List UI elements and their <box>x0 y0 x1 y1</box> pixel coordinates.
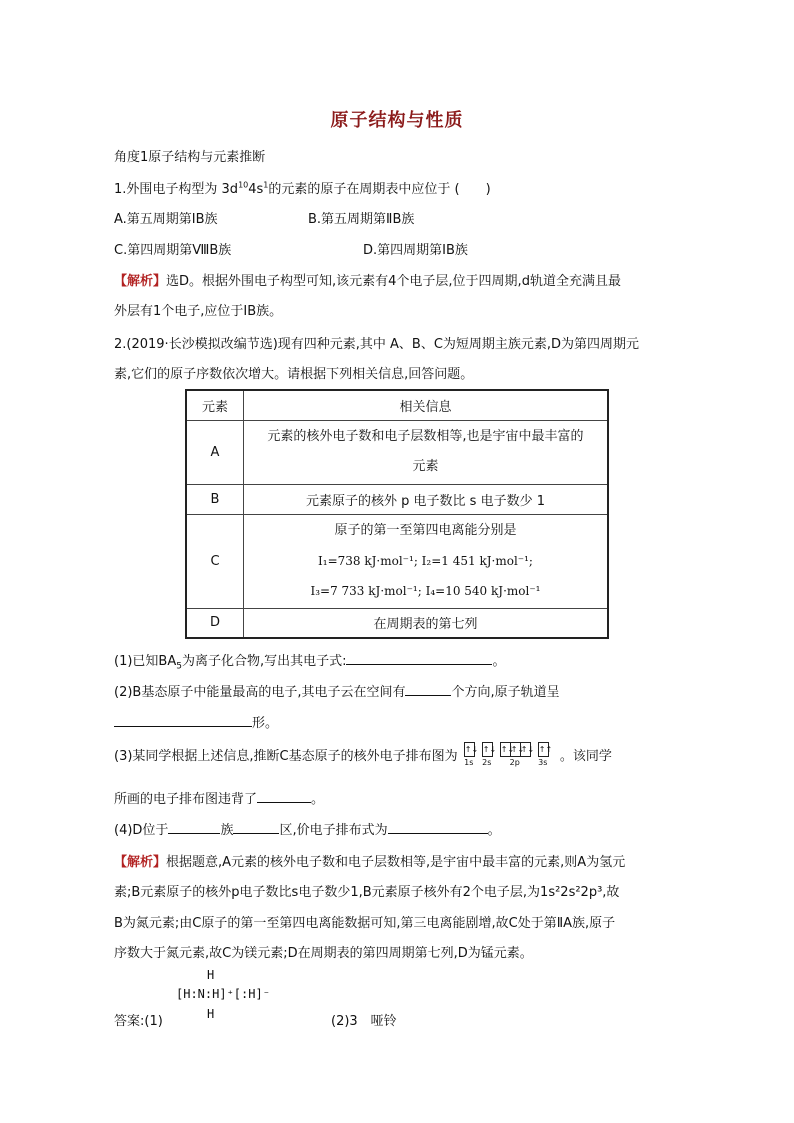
sub-question-2-line2: 形。 <box>114 712 278 731</box>
answer-part2: (2)3 哑铃 <box>331 1014 397 1029</box>
orbital-label: 2p <box>509 758 520 767</box>
q1-option-b: B.第五周期第ⅡB族 <box>308 212 415 227</box>
orbital-box: ↑↓ <box>500 742 511 757</box>
q2-stem-line1: 2.(2019·长沙模拟改编节选)现有四种元素,其中 A、B、C为短周期主族元素,D为第四周期元 <box>114 337 640 352</box>
table-cell: A <box>186 420 244 484</box>
answer-blank[interactable] <box>346 650 492 665</box>
q1-option-a: A.第五周期第ⅠB族 <box>114 212 218 227</box>
lewis-top-h: H <box>207 968 215 982</box>
q1-option-c: C.第四周期第ⅧB族 <box>114 243 232 258</box>
lewis-bottom-h: H <box>207 1007 215 1021</box>
q1-stem: 1.外围电子构型为 $3d^{10}4s^1$的元素的原子在周期表中应位于 ( ) <box>114 180 491 197</box>
q1-analysis-line2: 外层有1个电子,应位于ⅠB族。 <box>114 304 283 319</box>
table-cell: 元素的核外电子数和电子层数相等,也是宇宙中最丰富的 元素 <box>244 420 609 484</box>
table-row <box>186 514 608 608</box>
orbital-box: ↑↓ <box>482 742 493 757</box>
q2-analysis-line4: 序数大于氮元素,故C为镁元素;D在周期表的第四周期第七列,D为锰元素。 <box>114 946 533 961</box>
answer-blank[interactable] <box>405 681 451 696</box>
answer-blank[interactable] <box>257 788 311 803</box>
orbital-box: ↑↓ <box>510 742 521 757</box>
orbital-box: ↑↓ <box>464 742 475 757</box>
q2-stem-line2: 素,它们的原子序数依次增大。请根据下列相关信息,回答问题。 <box>114 367 474 382</box>
orbital-group <box>482 742 497 767</box>
answer-blank[interactable] <box>114 712 252 727</box>
answer-blank[interactable] <box>168 819 220 834</box>
sub-question-4: (4)D位于 族 区,价电子排布式为 。 <box>114 819 501 838</box>
table-header-row <box>186 390 608 420</box>
table-cell: 在周期表的第七列 <box>244 608 609 638</box>
table-cell: C <box>186 514 244 608</box>
table-cell: 元素原子的核外 p 电子数比 s 电子数少 1 <box>244 484 609 514</box>
q2-analysis-line2: 素;B元素原子的核外p电子数比s电子数少1,B元素原子核外有2个电子层,为1s²2s²2p³,故 <box>114 885 620 900</box>
q2-analysis-line3: B为氮元素;由C原子的第一至第四电离能数据可知,第三电离能剧增,故C处于第ⅡA族,原子 <box>114 916 616 931</box>
answer-blank[interactable] <box>233 819 279 834</box>
table-cell: 原子的第一至第四电离能分别是 I₁=738 kJ·mol⁻¹; I₂=1 451 kJ·mol⁻¹; I₃=7 733 kJ·mol⁻¹; I₄=10 540 kJ·mol⁻¹ <box>244 514 609 608</box>
orbital-box: ↑↓ <box>520 742 531 757</box>
orbital-group <box>538 742 553 767</box>
table-header-cell: 相关信息 <box>244 390 609 420</box>
q1-analysis-line1: 【解析】选D。根据外围电子构型可知,该元素有4个电子层,位于四周期,d轨道全充满且最 <box>114 274 621 289</box>
lewis-structure: [H:N:H]⁺[:H]⁻ <box>176 987 270 1001</box>
table-row <box>186 608 608 638</box>
table-cell: B <box>186 484 244 514</box>
orbital-group <box>500 742 535 767</box>
q1-option-d: D.第四周期第ⅠB族 <box>363 243 468 258</box>
element-info-table <box>185 389 609 639</box>
analysis-tag: 【解析】 <box>114 855 167 870</box>
orbital-label: 1s <box>464 758 474 767</box>
sub-question-1: (1)已知$BA_5$为离子化合物,写出其电子式: 。 <box>114 650 506 672</box>
table-cell: D <box>186 608 244 638</box>
q2-analysis-line1: 【解析】根据题意,A元素的核外电子数和电子层数相等,是宇宙中最丰富的元素,则A为氢元 <box>114 855 626 870</box>
sub-question-3: (3)某同学根据上述信息,推断C基态原子的核外电子排布图为 ↑↓ 1s ↑↓ 2s ↑↓ ↑↓ ↑↓ 2p ↑↑ 3s 。该同学 <box>114 742 612 767</box>
orbital-diagram <box>464 742 556 767</box>
sub-question-2: (2)B基态原子中能量最高的电子,其电子云在空间有 个方向,原子轨道呈 <box>114 681 560 700</box>
table-row <box>186 420 608 484</box>
analysis-tag: 【解析】 <box>114 274 167 289</box>
orbital-box: ↑↑ <box>538 742 549 757</box>
table-row <box>186 484 608 514</box>
orbital-label: 2s <box>482 758 492 767</box>
table-header-cell: 元素 <box>186 390 244 420</box>
sub-question-3-line2: 所画的电子排布图违背了 。 <box>114 788 324 807</box>
page-title: 原子结构与性质 <box>330 110 464 131</box>
orbital-group <box>464 742 479 767</box>
answer-blank[interactable] <box>388 819 488 834</box>
answer-label: 答案:(1) <box>114 1014 163 1029</box>
section-heading: 角度1原子结构与元素推断 <box>114 150 266 165</box>
orbital-label: 3s <box>538 758 548 767</box>
